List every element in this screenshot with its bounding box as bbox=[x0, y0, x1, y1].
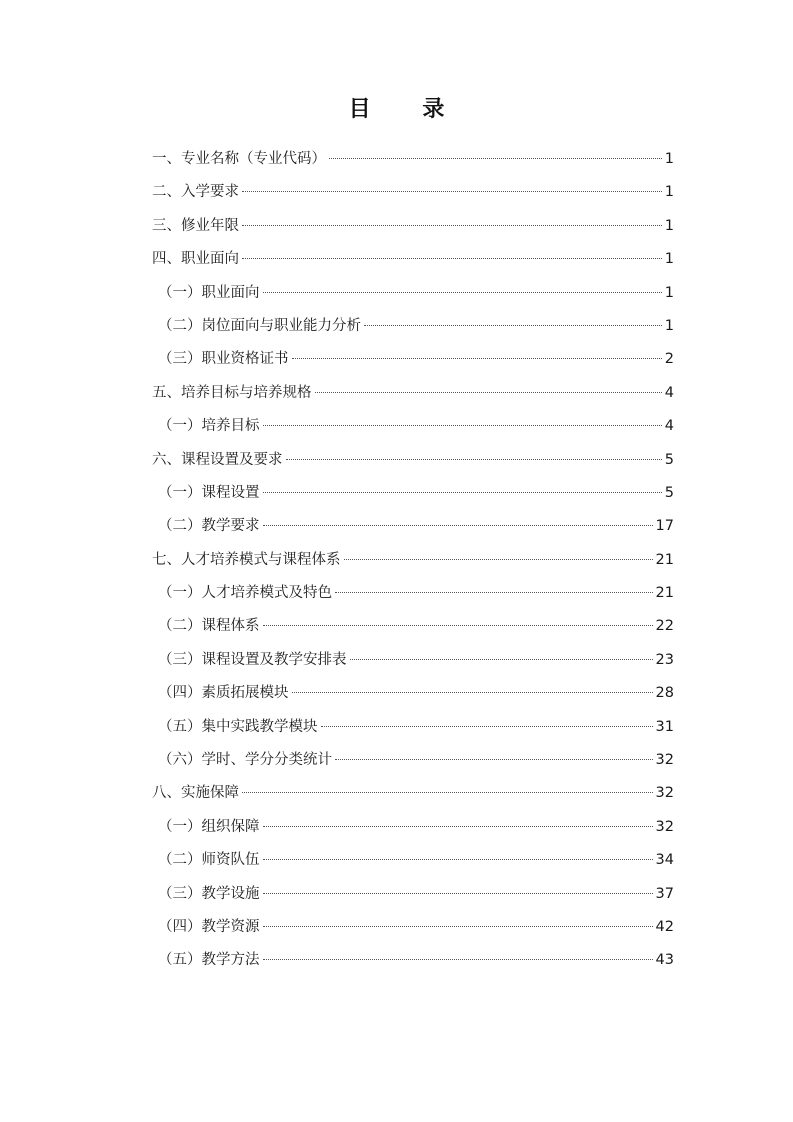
toc-dot-leader bbox=[335, 592, 653, 593]
toc-entry-label: （四）素质拓展模块 bbox=[158, 685, 289, 702]
toc-entry-page-number: 1 bbox=[664, 217, 674, 234]
toc-dot-leader bbox=[242, 225, 662, 226]
toc-entry-page-number: 31 bbox=[655, 718, 674, 735]
toc-entry-page-number: 32 bbox=[655, 752, 674, 769]
toc-entry[interactable] bbox=[152, 179, 674, 212]
toc-entry-page-number: 32 bbox=[655, 785, 674, 802]
toc-entry[interactable] bbox=[152, 780, 674, 813]
toc-dot-leader bbox=[263, 959, 653, 960]
toc-dot-leader bbox=[315, 392, 662, 393]
toc-dot-leader bbox=[242, 258, 662, 259]
toc-entry-label: （二）岗位面向与职业能力分析 bbox=[158, 317, 361, 334]
toc-entry-page-number: 1 bbox=[664, 184, 674, 201]
toc-list bbox=[152, 146, 674, 981]
toc-dot-leader bbox=[263, 625, 653, 626]
toc-entry-page-number: 5 bbox=[664, 484, 674, 501]
toc-entry[interactable] bbox=[152, 313, 674, 346]
toc-dot-leader bbox=[263, 826, 653, 827]
toc-entry-label: 三、修业年限 bbox=[152, 217, 239, 234]
toc-entry[interactable] bbox=[152, 814, 674, 847]
toc-entry-label: 七、人才培养模式与课程体系 bbox=[152, 551, 341, 568]
toc-dot-leader bbox=[344, 559, 653, 560]
toc-entry-label: （一）组织保障 bbox=[158, 818, 260, 835]
toc-entry[interactable] bbox=[152, 847, 674, 880]
toc-entry-page-number: 21 bbox=[655, 585, 674, 602]
toc-entry-page-number: 1 bbox=[664, 284, 674, 301]
toc-entry-label: 五、培养目标与培养规格 bbox=[152, 384, 312, 401]
toc-dot-leader bbox=[364, 325, 662, 326]
toc-entry[interactable] bbox=[152, 747, 674, 780]
toc-entry-page-number: 37 bbox=[655, 885, 674, 902]
toc-entry-page-number: 21 bbox=[655, 551, 674, 568]
toc-dot-leader bbox=[350, 659, 653, 660]
toc-entry[interactable] bbox=[152, 513, 674, 546]
toc-dot-leader bbox=[242, 191, 662, 192]
toc-entry-label: （二）教学要求 bbox=[158, 518, 260, 535]
toc-entry-page-number: 22 bbox=[655, 618, 674, 635]
toc-title: 目 录 bbox=[348, 97, 467, 122]
toc-entry-page-number: 2 bbox=[664, 351, 674, 368]
toc-entry-page-number: 5 bbox=[664, 451, 674, 468]
toc-dot-leader bbox=[292, 358, 662, 359]
toc-entry-label: 一、专业名称（专业代码） bbox=[152, 151, 326, 167]
toc-entry-page-number: 4 bbox=[664, 418, 674, 435]
toc-entry-label: 八、实施保障 bbox=[152, 785, 239, 802]
toc-entry-label: 六、课程设置及要求 bbox=[152, 451, 283, 468]
toc-dot-leader bbox=[263, 492, 662, 493]
toc-dot-leader bbox=[263, 893, 653, 894]
toc-dot-leader bbox=[263, 525, 653, 526]
toc-entry-label: 四、职业面向 bbox=[152, 251, 239, 268]
toc-entry-page-number: 1 bbox=[664, 317, 674, 334]
toc-entry-label: （一）培养目标 bbox=[158, 418, 260, 435]
toc-dot-leader bbox=[335, 759, 653, 760]
toc-entry[interactable] bbox=[152, 380, 674, 413]
toc-entry[interactable] bbox=[152, 947, 674, 980]
toc-entry-page-number: 43 bbox=[655, 952, 674, 969]
toc-entry-page-number: 34 bbox=[655, 852, 674, 869]
toc-entry[interactable] bbox=[152, 680, 674, 713]
toc-dot-leader bbox=[292, 692, 653, 693]
toc-entry-label: （三）课程设置及教学安排表 bbox=[158, 651, 347, 668]
toc-entry[interactable] bbox=[152, 647, 674, 680]
toc-entry-label: （六）学时、学分分类统计 bbox=[158, 752, 332, 769]
toc-entry-label: （一）人才培养模式及特色 bbox=[158, 585, 332, 602]
toc-entry[interactable] bbox=[152, 714, 674, 747]
toc-entry-label: （二）师资队伍 bbox=[158, 852, 260, 869]
toc-entry-page-number: 23 bbox=[655, 651, 674, 668]
toc-entry-page-number: 42 bbox=[655, 918, 674, 935]
toc-dot-leader bbox=[263, 292, 662, 293]
toc-entry-page-number: 1 bbox=[664, 151, 674, 167]
toc-entry[interactable] bbox=[152, 213, 674, 246]
toc-entry-page-number: 32 bbox=[655, 818, 674, 835]
toc-entry[interactable] bbox=[152, 580, 674, 613]
toc-entry[interactable] bbox=[152, 547, 674, 580]
toc-entry[interactable] bbox=[152, 346, 674, 379]
toc-dot-leader bbox=[263, 926, 653, 927]
toc-entry-label: （三）教学设施 bbox=[158, 885, 260, 902]
toc-entry-page-number: 17 bbox=[655, 518, 674, 535]
toc-entry-page-number: 28 bbox=[655, 685, 674, 702]
toc-dot-leader bbox=[263, 425, 662, 426]
toc-entry-label: （一）课程设置 bbox=[158, 484, 260, 501]
toc-entry-label: （五）集中实践教学模块 bbox=[158, 718, 318, 735]
toc-dot-leader bbox=[242, 792, 653, 793]
toc-entry[interactable] bbox=[152, 480, 674, 513]
toc-entry-label: （五）教学方法 bbox=[158, 952, 260, 969]
toc-entry[interactable] bbox=[152, 447, 674, 480]
toc-entry[interactable] bbox=[152, 914, 674, 947]
toc-entry-label: （一）职业面向 bbox=[158, 284, 260, 301]
toc-entry[interactable] bbox=[152, 413, 674, 446]
toc-dot-leader bbox=[321, 726, 653, 727]
toc-entry[interactable] bbox=[152, 881, 674, 914]
toc-entry-page-number: 4 bbox=[664, 384, 674, 401]
toc-entry[interactable] bbox=[152, 280, 674, 313]
toc-entry[interactable] bbox=[152, 246, 674, 279]
toc-entry-label: （三）职业资格证书 bbox=[158, 351, 289, 368]
toc-entry-label: 二、入学要求 bbox=[152, 184, 239, 201]
toc-entry-label: （二）课程体系 bbox=[158, 618, 260, 635]
toc-dot-leader bbox=[329, 158, 662, 159]
toc-dot-leader bbox=[286, 459, 662, 460]
toc-dot-leader bbox=[263, 859, 653, 860]
toc-entry[interactable] bbox=[152, 613, 674, 646]
toc-entry[interactable] bbox=[152, 146, 674, 179]
toc-entry-label: （四）教学资源 bbox=[158, 918, 260, 935]
toc-entry-page-number: 1 bbox=[664, 251, 674, 268]
